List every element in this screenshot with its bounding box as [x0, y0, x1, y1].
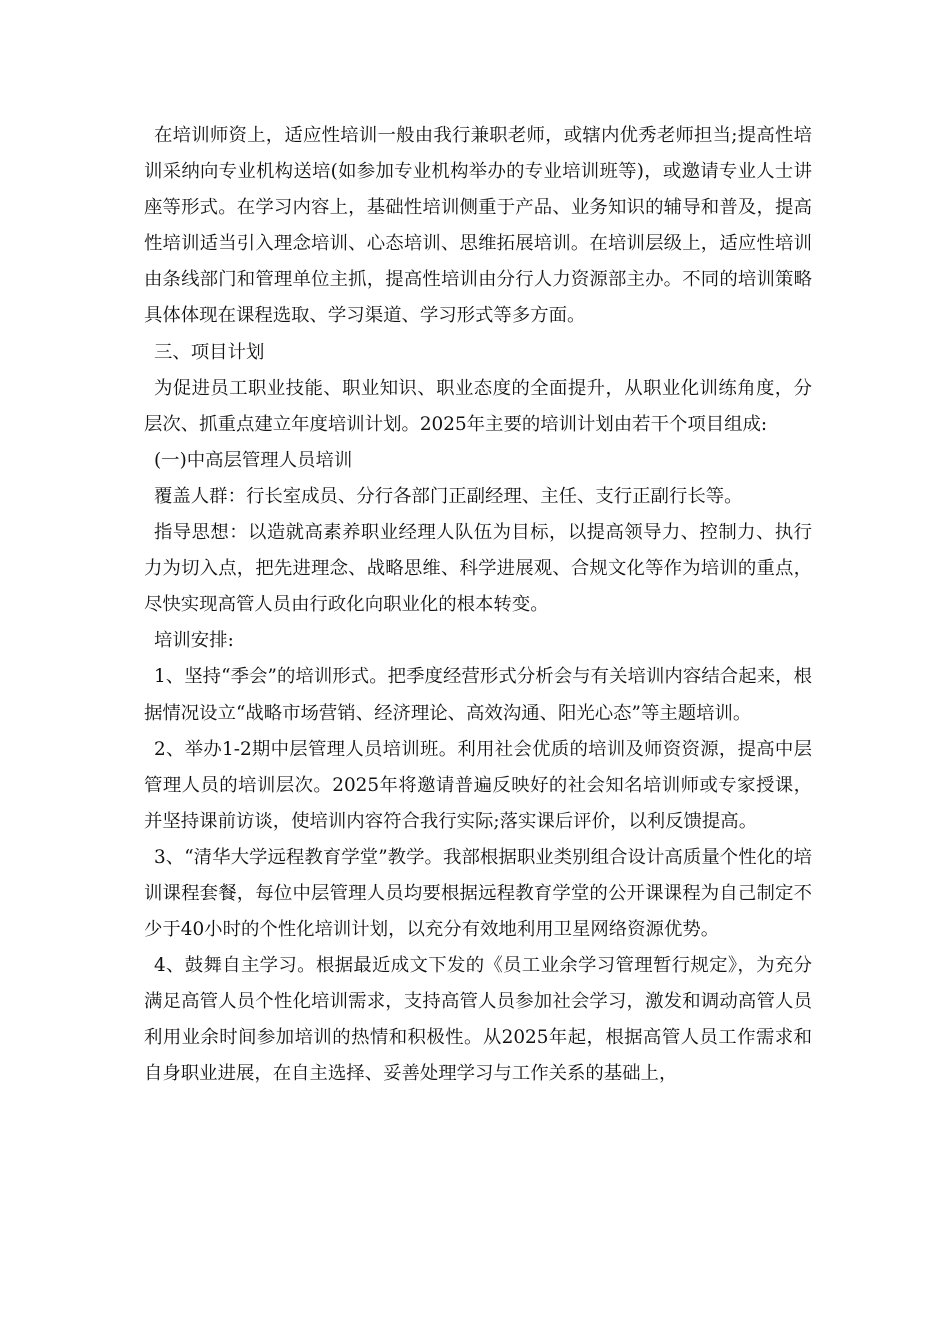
paragraph-arrangement-heading: 培训安排: [154, 630, 234, 652]
paragraph-teacher-resources: 在培训师资上，适应性培训一般由我行兼职老师，或辖内优秀老师担当;提高性培训采纳向专业机构送培(如参加专业机构举办的专业培训班等)，或邀请专业人士讲座等形式。在学习内容上，基础性培训侧重于产品、业务知识的辅导和普及，提高性培训适当引入理念培训、心态培训、思维拓展培训。在培训层级上，适应性培训由条线部门和管理单位主抓，提高性培训由分行人力资源部主办。不同的培训策略具体体现在课程选取、学习渠道、学习形式等多方面。 [144, 125, 812, 327]
list-item-quarterly-meeting: 1、坚持“季会”的培训形式。把季度经营形式分析会与有关培训内容结合起来，根据情况设立“战略市场营销、经济理论、高效沟通、阳光心态”等主题培训。 [144, 666, 812, 724]
list-item-training-class: 2、举办1-2期中层管理人员培训班。利用社会优质的培训及师资资源，提高中层管理人员的培训层次。2025年将邀请普遍反映好的社会知名培训师或专家授课，并坚持课前访谈，使培训内容符合我行实际;落实课后评价，以利反馈提高。 [144, 738, 812, 832]
section-heading-project-plan: 三、项目计划 [154, 341, 265, 363]
list-item-remote-education: 3、“清华大学远程教育学堂”教学。我部根据职业类别组合设计高质量个性化的培训课程套餐，每位中层管理人员均要根据远程教育学堂的公开课课程为自己制定不少于40小时的个性化培训计划，以充分有效地利用卫星网络资源优势。 [144, 846, 812, 941]
paragraph-guiding-idea: 指导思想：以造就高素养职业经理人队伍为目标，以提高领导力、控制力、执行力为切入点，把先进理念、战略思维、科学进展观、合规文化等作为培训的重点，尽快实现高管人员由行政化向职业化的根本转变。 [144, 522, 812, 616]
list-item-self-study: 4、鼓舞自主学习。根据最近成文下发的《员工业余学习管理暂行规定》，为充分满足高管人员个性化培训需求，支持高管人员参加社会学习，激发和调动高管人员利用业余时间参加培训的热情和积极性。从2025年起，根据高管人员工作需求和自身职业进展，在自主选择、妥善处理学习与工作关系的基础上， [144, 955, 812, 1085]
paragraph-plan-intro: 为促进员工职业技能、职业知识、职业态度的全面提升，从职业化训练角度，分层次、抓重点建立年度培训计划。2025年主要的培训计划由若干个项目组成: [144, 377, 812, 435]
document-body [144, 118, 812, 1093]
subsection-heading-management-training: (一)中高层管理人员培训 [154, 449, 353, 471]
paragraph-target-audience: 覆盖人群：行长室成员、分行各部门正副经理、主任、支行正副行长等。 [154, 485, 743, 507]
